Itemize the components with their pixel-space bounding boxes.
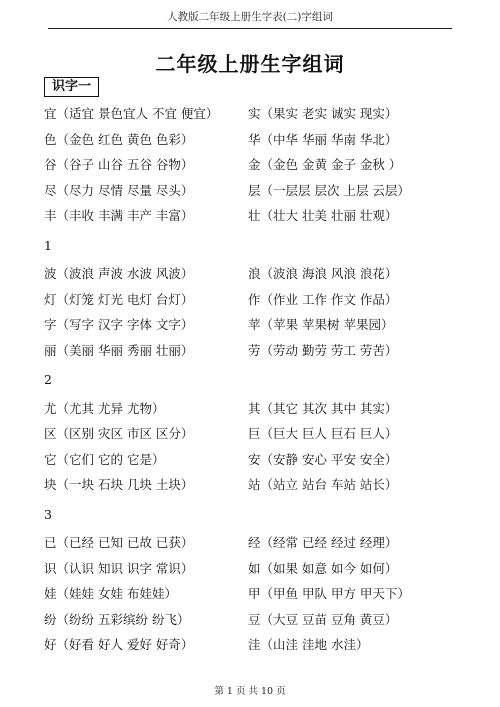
group-number: 3 <box>44 506 52 522</box>
page-footer: 第 1 页 共 10 页 <box>214 686 286 697</box>
character-entry-right: 安（安静 安心 平安 安全） <box>248 451 398 467</box>
word-row <box>0 475 500 495</box>
word-row <box>0 341 500 361</box>
character-entry-left: 块（一块 石块 几块 土块） <box>44 477 194 492</box>
word-row <box>0 206 500 226</box>
character-entry-left: 谷（谷子 山谷 五谷 谷物） <box>44 157 194 172</box>
character-entry-right: 壮（壮大 壮美 壮丽 壮观） <box>248 208 398 223</box>
character-entry-right: 经（经常 已经 经过 经理） <box>248 535 398 550</box>
character-entry-right: 层（一层层 层次 上层 云层） <box>248 182 410 198</box>
character-entry-left: 波（波浪 声波 水波 风波） <box>44 266 194 281</box>
character-entry-left: 色（金色 红色 黄色 色彩） <box>44 131 194 147</box>
character-entry-right: 豆（大豆 豆苗 豆角 黄豆） <box>248 611 398 627</box>
character-entry-right: 巨（巨大 巨人 巨石 巨人） <box>248 426 398 441</box>
word-row <box>0 399 500 419</box>
character-entry-right: 其（其它 其次 其中 其实） <box>248 400 398 416</box>
word-row <box>0 264 500 284</box>
word-row <box>0 130 500 150</box>
character-entry-left: 灯（灯笼 灯光 电灯 台灯） <box>44 291 194 307</box>
word-row <box>0 424 500 444</box>
word-row <box>0 559 500 579</box>
page-header: 人教版二年级上册生字表(二)字组词 <box>48 6 452 29</box>
character-entry-right: 作（作业 工作 作文 作品） <box>248 291 398 307</box>
character-entry-left: 丰（丰收 丰满 丰产 丰富） <box>44 208 194 223</box>
character-entry-left: 尤（尤其 尤异 尤物） <box>44 400 165 416</box>
word-row <box>0 290 500 310</box>
character-entry-left: 娃（娃娃 女娃 布娃娃） <box>44 586 177 601</box>
character-entry-left: 它（它们 它的 它是） <box>44 451 165 467</box>
word-row <box>0 584 500 604</box>
group-number: 1 <box>44 237 52 253</box>
character-entry-right: 浪（波浪 海浪 风浪 浪花） <box>248 266 398 281</box>
character-entry-left: 识（认识 知识 识字 常识） <box>44 560 194 576</box>
character-entry-right: 实（果实 老实 诚实 现实） <box>248 106 398 121</box>
group-number: 2 <box>44 372 52 387</box>
character-entry-right: 金（金色 金黄 金子 金秋 ） <box>248 157 402 172</box>
character-entry-left: 尽（尽力 尽情 尽量 尽头） <box>44 182 194 198</box>
page-title: 二年级上册生字组词 <box>155 52 345 76</box>
character-entry-left: 纷（纷纷 五彩缤纷 纷飞） <box>44 611 190 627</box>
character-entry-left: 好（好看 好人 爱好 好奇） <box>44 637 194 652</box>
character-entry-left: 宜（适宜 景色宜人 不宜 便宜） <box>44 106 219 121</box>
character-entry-left: 字（写字 汉字 字体 文字） <box>44 317 194 332</box>
section-label: 识字一 <box>44 77 99 97</box>
word-row <box>0 610 500 630</box>
character-entry-right: 华（中华 华丽 华南 华北） <box>248 131 398 147</box>
character-entry-right: 甲（甲鱼 甲队 甲方 甲天下） <box>248 586 410 601</box>
character-entry-right: 劳（劳动 勤劳 劳工 劳苦） <box>248 342 398 358</box>
word-row <box>0 104 500 124</box>
character-entry-left: 丽（美丽 华丽 秀丽 壮丽） <box>44 342 194 358</box>
word-row <box>0 635 500 655</box>
word-row <box>0 533 500 553</box>
character-entry-right: 洼（山洼 洼地 水洼） <box>248 637 369 652</box>
word-row <box>0 155 500 175</box>
character-entry-right: 站（站立 站台 车站 站长） <box>248 477 398 492</box>
character-entry-left: 区（区别 灾区 市区 区分） <box>44 426 194 441</box>
character-entry-right: 如（如果 如意 如今 如何） <box>248 560 398 576</box>
character-entry-left: 已（已经 已知 已故 已获） <box>44 535 194 550</box>
word-row <box>0 315 500 335</box>
word-row <box>0 181 500 201</box>
word-row <box>0 450 500 470</box>
character-entry-right: 苹（苹果 苹果树 苹果园） <box>248 317 394 332</box>
